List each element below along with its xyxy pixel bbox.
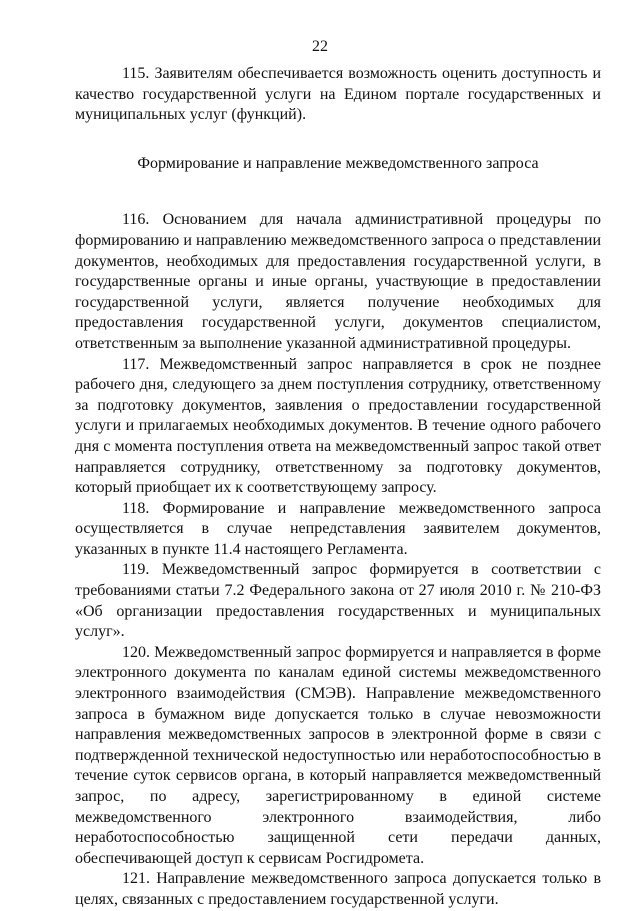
paragraph-115: 115. Заявителям обеспечивается возможность оценить доступность и качество государственной услуги на Едином портале государственных и муниципальных услуг (функций). [75,65,601,124]
page-content [75,64,601,911]
paragraph-121: 121. Направление межведомственного запроса допускается только в целях, связанных с предоставлением государственной услуги. [75,870,601,908]
paragraph-118: 118. Формирование и направление межведомственного запроса осуществляется в случае непредставления заявителем документов, указанных в пункте 11.4 настоящего Регламента. [75,499,601,558]
paragraph-120: 120. Межведомственный запрос формируется и направляется в форме электронного документа по каналам единой системы межведомственного электронного взаимодействия (СМЭВ). Направление межведомственного запроса в бумажном виде допускается только в случае невозможности направления межведомственных запросов в электронной форме в связи с подтвержденной технической недоступностью или неработоспособностью в течение суток сервисов органа, в который направляется межведомственный запрос, по адресу, зарегистрированному в единой системе межведомственного электронного взаимодействия, либо неработоспособностью защищенной сети передачи данных, обеспечивающей доступ к сервисам Росгидромета. [75,643,601,867]
paragraph-119: 119. Межведомственный запрос формируется в соответствии с требованиями статьи 7.2 Федерального закона от 27 июля 2010 г. № 210-ФЗ «Об организации предоставления государственных и муниципальных услуг». [75,561,601,641]
page-number: 22 [312,38,328,55]
paragraph-117: 117. Межведомственный запрос направляется в срок не позднее рабочего дня, следующего за днем поступления сотруднику, ответственному за подготовку документов, заявления о предоставлении государственной услуги и прилагаемых необходимых документов. В течение одного рабочего дня с момента поступления ответа на межведомственный запрос такой ответ направляется сотруднику, ответственному за подготовку документов, который приобщает их к соответствующему запросу. [75,355,601,497]
paragraph-116: 116. Основанием для начала административной процедуры по формированию и направлению межведомственного запроса о представлении документов, необходимых для предоставления государственной услуги, в государственные органы и иные органы, участвующие в предоставлении государственной услуги, является получение необходимых для предоставления государственной услуги, документов специалистом, ответственным за выполнение указанной административной процедуры. [75,211,601,352]
section-heading: Формирование и направление межведомственного запроса [137,154,539,172]
